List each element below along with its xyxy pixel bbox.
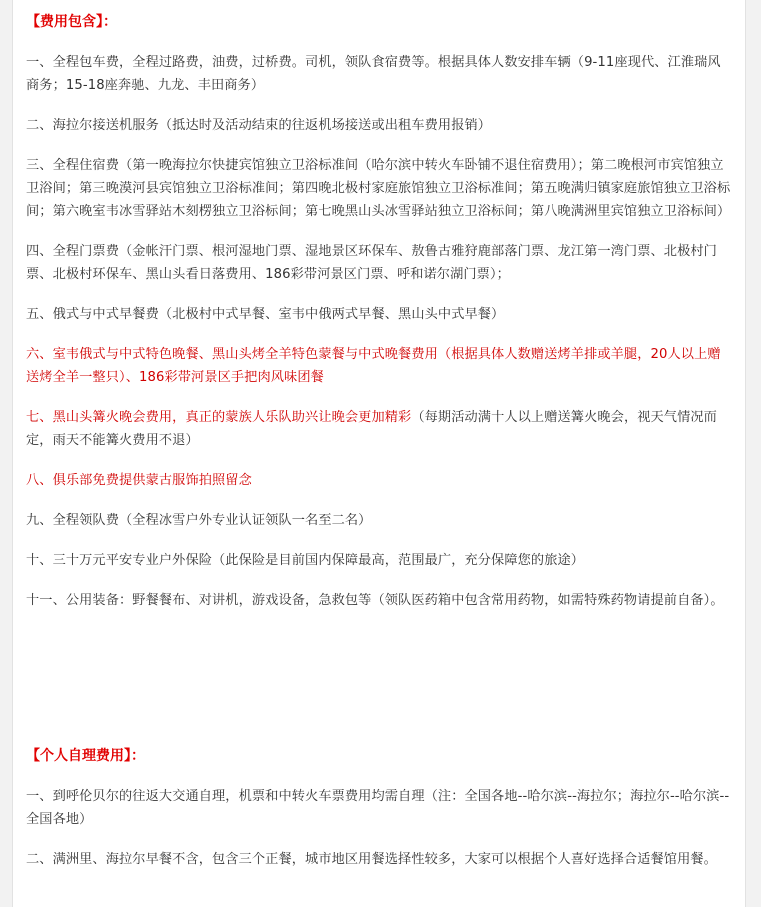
list-item: 一、到呼伦贝尔的往返大交通自理，机票和中转火车票费用均需自理（注：全国各地--哈尔滨--海拉尔；海拉尔--哈尔滨--全国各地） — [26, 789, 730, 827]
list-item-highlight: 六、室韦俄式与中式特色晚餐、黑山头烤全羊特色蒙餐与中式晚餐费用（根据具体人数赠送烤羊排或羊腿，20人以上赠送烤全羊一整只）、186彩带河景区手把肉风味团餐 — [26, 347, 721, 385]
list-item-highlight: 八、俱乐部免费提供蒙古服饰拍照留念 — [26, 473, 252, 488]
page-scrollbar[interactable] — [747, 0, 761, 907]
document-page — [12, 0, 746, 907]
list-item-mixed — [26, 406, 731, 452]
highlight-text: 七、黑山头篝火晚会费用，真正的蒙族人乐队助兴让晚会更加精彩 — [26, 410, 412, 425]
self-paid-list — [26, 785, 731, 888]
section-heading-self-paid: 【个人自理费用】： — [26, 748, 145, 764]
section-heading-fees-included: 【费用包含】： — [26, 14, 117, 30]
plain-text: （每期活动满十人以上赠送篝火晚会，视天气情况而定，雨天不能篝火费用不退） — [26, 410, 717, 448]
list-item: 二、满洲里、海拉尔早餐不含，包含三个正餐，城市地区用餐选择性较多，大家可以根据个人喜好选择合适餐馆用餐。 — [26, 852, 717, 867]
list-item: 四、全程门票费（金帐汗门票、根河湿地门票、湿地景区环保车、敖鲁古雅狩鹿部落门票、龙江第一湾门票、北极村门票、北极村环保车、黑山头看日落费用、186彩带河景区门票、呼和诺尔湖门票）； — [26, 244, 717, 282]
list-item: 二、海拉尔接送机服务（抵达时及活动结束的往返机场接送或出租车费用报销） — [26, 118, 492, 133]
list-item: 十一、公用装备：野餐餐布、对讲机，游戏设备，急救包等（领队医药箱中包含常用药物，如需特殊药物请提前自备）。 — [26, 593, 724, 608]
list-item: 五、俄式与中式早餐费（北极村中式早餐、室韦中俄两式早餐、黑山头中式早餐） — [26, 307, 505, 322]
list-item: 十、三十万元平安专业户外保险（此保险是目前国内保障最高，范围最广，充分保障您的旅途） — [26, 553, 585, 568]
list-item: 三、全程住宿费（第一晚海拉尔快捷宾馆独立卫浴标准间（哈尔滨中转火车卧铺不退住宿费用）；第二晚根河市宾馆独立卫浴间；第三晚漠河县宾馆独立卫浴标准间；第四晚北极村家庭旅馆独立卫浴标准间；第五晚满归镇家庭旅馆独立卫浴标间；第六晚室韦冰雪驿站木刻楞独立卫浴标间；第七晚黑山头冰雪驿站独立卫浴标间；第八晚满洲里宾馆独立卫浴标间） — [26, 158, 731, 219]
list-item: 九、全程领队费（全程冰雪户外专业认证领队一名至二名） — [26, 513, 372, 528]
fees-included-list — [26, 51, 731, 629]
list-item: 一、全程包车费，全程过路费，油费，过桥费。司机，领队食宿费等。根据具体人数安排车辆（9-11座现代、江淮瑞风商务；15-18座奔驰、九龙、丰田商务） — [26, 55, 721, 93]
